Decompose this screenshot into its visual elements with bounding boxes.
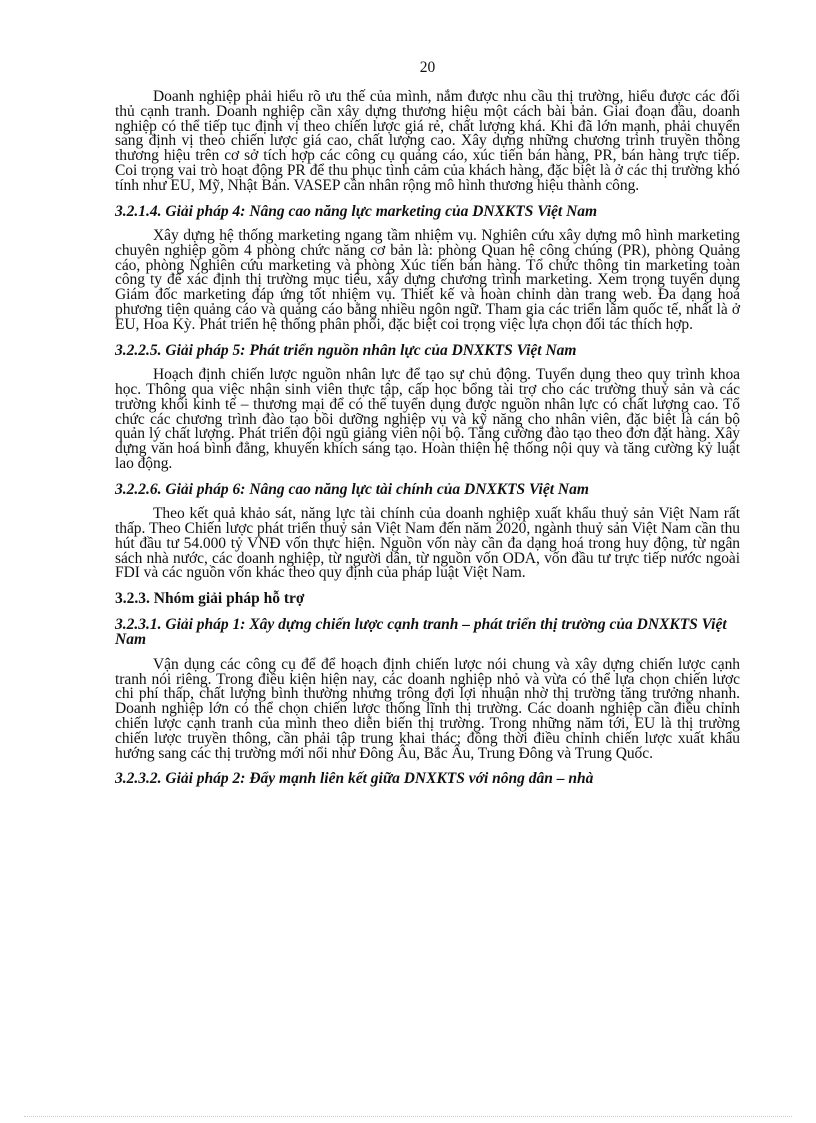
section-heading: 3.2.3. Nhóm giải pháp hỗ trợ: [115, 590, 305, 608]
body-paragraph: Hoạch định chiến lược nguồn nhân lực để tạo sự chủ động. Tuyển dụng theo quy trình khoa học. Thông qua việc nhận sinh viên thực tập, cấp học bổng tài trợ cho các trường thuỷ sản và các trường khối kinh tế – thương mại để có thể tuyển dụng được nguồn nhân lực có chất lượng cao. Tổ chức các chương trình đào tạo bồi dưỡng nghiệp vụ và kỹ năng cho nhân viên, đặc biệt là cán bộ quản lý chất lượng. Phát triển đội ngũ giảng viên nội bộ. Tăng cường đào tạo theo đơn đặt hàng. Xây dựng văn hoá bình đẳng, khuyến khích sáng tạo. Hoàn thiện hệ thống nội quy và tăng cường kỷ luật lao động.: [115, 366, 740, 472]
document-body: [115, 90, 740, 787]
subsection-heading: 3.2.1.4. Giải pháp 4: Nâng cao năng lực marketing của DNXKTS Việt Nam: [115, 202, 598, 220]
subsection-heading: 3.2.2.5. Giải pháp 5: Phát triển nguồn nhân lực của DNXKTS Việt Nam: [115, 341, 577, 359]
page-number: 20: [419, 59, 436, 76]
body-paragraph: Xây dựng hệ thống marketing ngang tầm nhiệm vụ. Nghiên cứu xây dựng mô hình marketing chuyên nghiệp gồm 4 phòng chức năng cơ bản là: phòng Quan hệ công chúng (PR), phòng Quảng cáo, phòng Nghiên cứu marketing và phòng Xúc tiến bán hàng. Tổ chức thông tin marketing toàn công ty để xác định thị trường mục tiêu, xây dựng chương trình marketing. Xem trọng tuyển dụng Giám đốc marketing đáp ứng tốt nhiệm vụ. Thiết kế và hoàn chỉnh dàn trang web. Đa dạng hoá phương tiện quảng cáo và quảng cáo bằng nhiều ngôn ngữ. Tham gia các triển lãm quốc tế, nhất là ở EU, Hoa Kỳ. Phát triển hệ thống phân phối, đặc biệt coi trọng việc lựa chọn đối tác thích hợp.: [115, 227, 740, 333]
subsection-heading: 3.2.2.6. Giải pháp 6: Nâng cao năng lực tài chính của DNXKTS Việt Nam: [115, 480, 589, 498]
body-paragraph: Doanh nghiệp phải hiểu rõ ưu thế của mình, nắm được nhu cầu thị trường, hiểu được các đối thủ cạnh tranh. Doanh nghiệp cần xây dựng thương hiệu một cách bài bản. Giai đoạn đầu, doanh nghiệp có thể tiếp tục định vị theo chiến lược giá rẻ, chất lượng khá. Khi đã lớn mạnh, phải chuyển sang định vị theo chiến lược giá cao, chất lượng cao. Xây dựng những chương trình truyền thông thương hiệu trên cơ sở tích hợp các công cụ quảng cáo, xúc tiến bán hàng, PR, bán hàng trực tiếp. Coi trọng vai trò hoạt động PR để thu phục tình cảm của khách hàng, đặc biệt là ở các thị trường khó tính như EU, Mỹ, Nhật Bản. VASEP cần nhân rộng mô hình thương hiệu thành công.: [115, 88, 740, 194]
body-paragraph: Vận dụng các công cụ để để hoạch định chiến lược nói chung và xây dựng chiến lược cạnh tranh nói riêng. Trong điều kiện hiện nay, các doanh nghiệp nhỏ và vừa có thể lựa chọn chiến lược chi phí thấp, chất lượng bình thường nhưng trông đợi lợi nhuận nhờ thị trường tăng trưởng nhanh. Doanh nghiệp lớn có thể chọn chiến lược thống lĩnh thị trường. Các doanh nghiệp cần điều chỉnh chiến lược cạnh tranh của mình theo diễn biến thị trường. Trong những năm tới, EU là thị trường chiến lược truyền thông, cần phải tập trung khai thác; đồng thời điều chỉnh chiến lược xuất khẩu hướng sang các thị trường mới nổi như Đông Âu, Bắc Âu, Trung Đông và Trung Quốc.: [115, 655, 740, 762]
body-paragraph: Theo kết quả khảo sát, năng lực tài chính của doanh nghiệp xuất khẩu thuỷ sản Việt Nam rất thấp. Theo Chiến lược phát triển thuỷ sản Việt Nam đến năm 2020, ngành thuỷ sản Việt Nam cần thu hút đầu tư 54.000 tỷ VNĐ vốn thực hiện. Nguồn vốn này cần đa dạng hoá trong huy động, từ ngân sách nhà nước, các doanh nghiệp, từ người dân, từ nguồn vốn ODA, vốn đầu tư trực tiếp nước ngoài FDI và các nguồn vốn khác theo quy định của pháp luật Việt Nam.: [115, 505, 740, 582]
subsection-heading: 3.2.3.1. Giải pháp 1: Xây dựng chiến lược cạnh tranh – phát triển thị trường của DNXKTS Việt Nam: [115, 615, 727, 649]
document-page: [115, 58, 740, 797]
page-bottom-divider: [24, 1116, 792, 1117]
subsection-heading: 3.2.3.2. Giải pháp 2: Đẩy mạnh liên kết giữa DNXKTS với nông dân – nhà: [115, 770, 594, 788]
